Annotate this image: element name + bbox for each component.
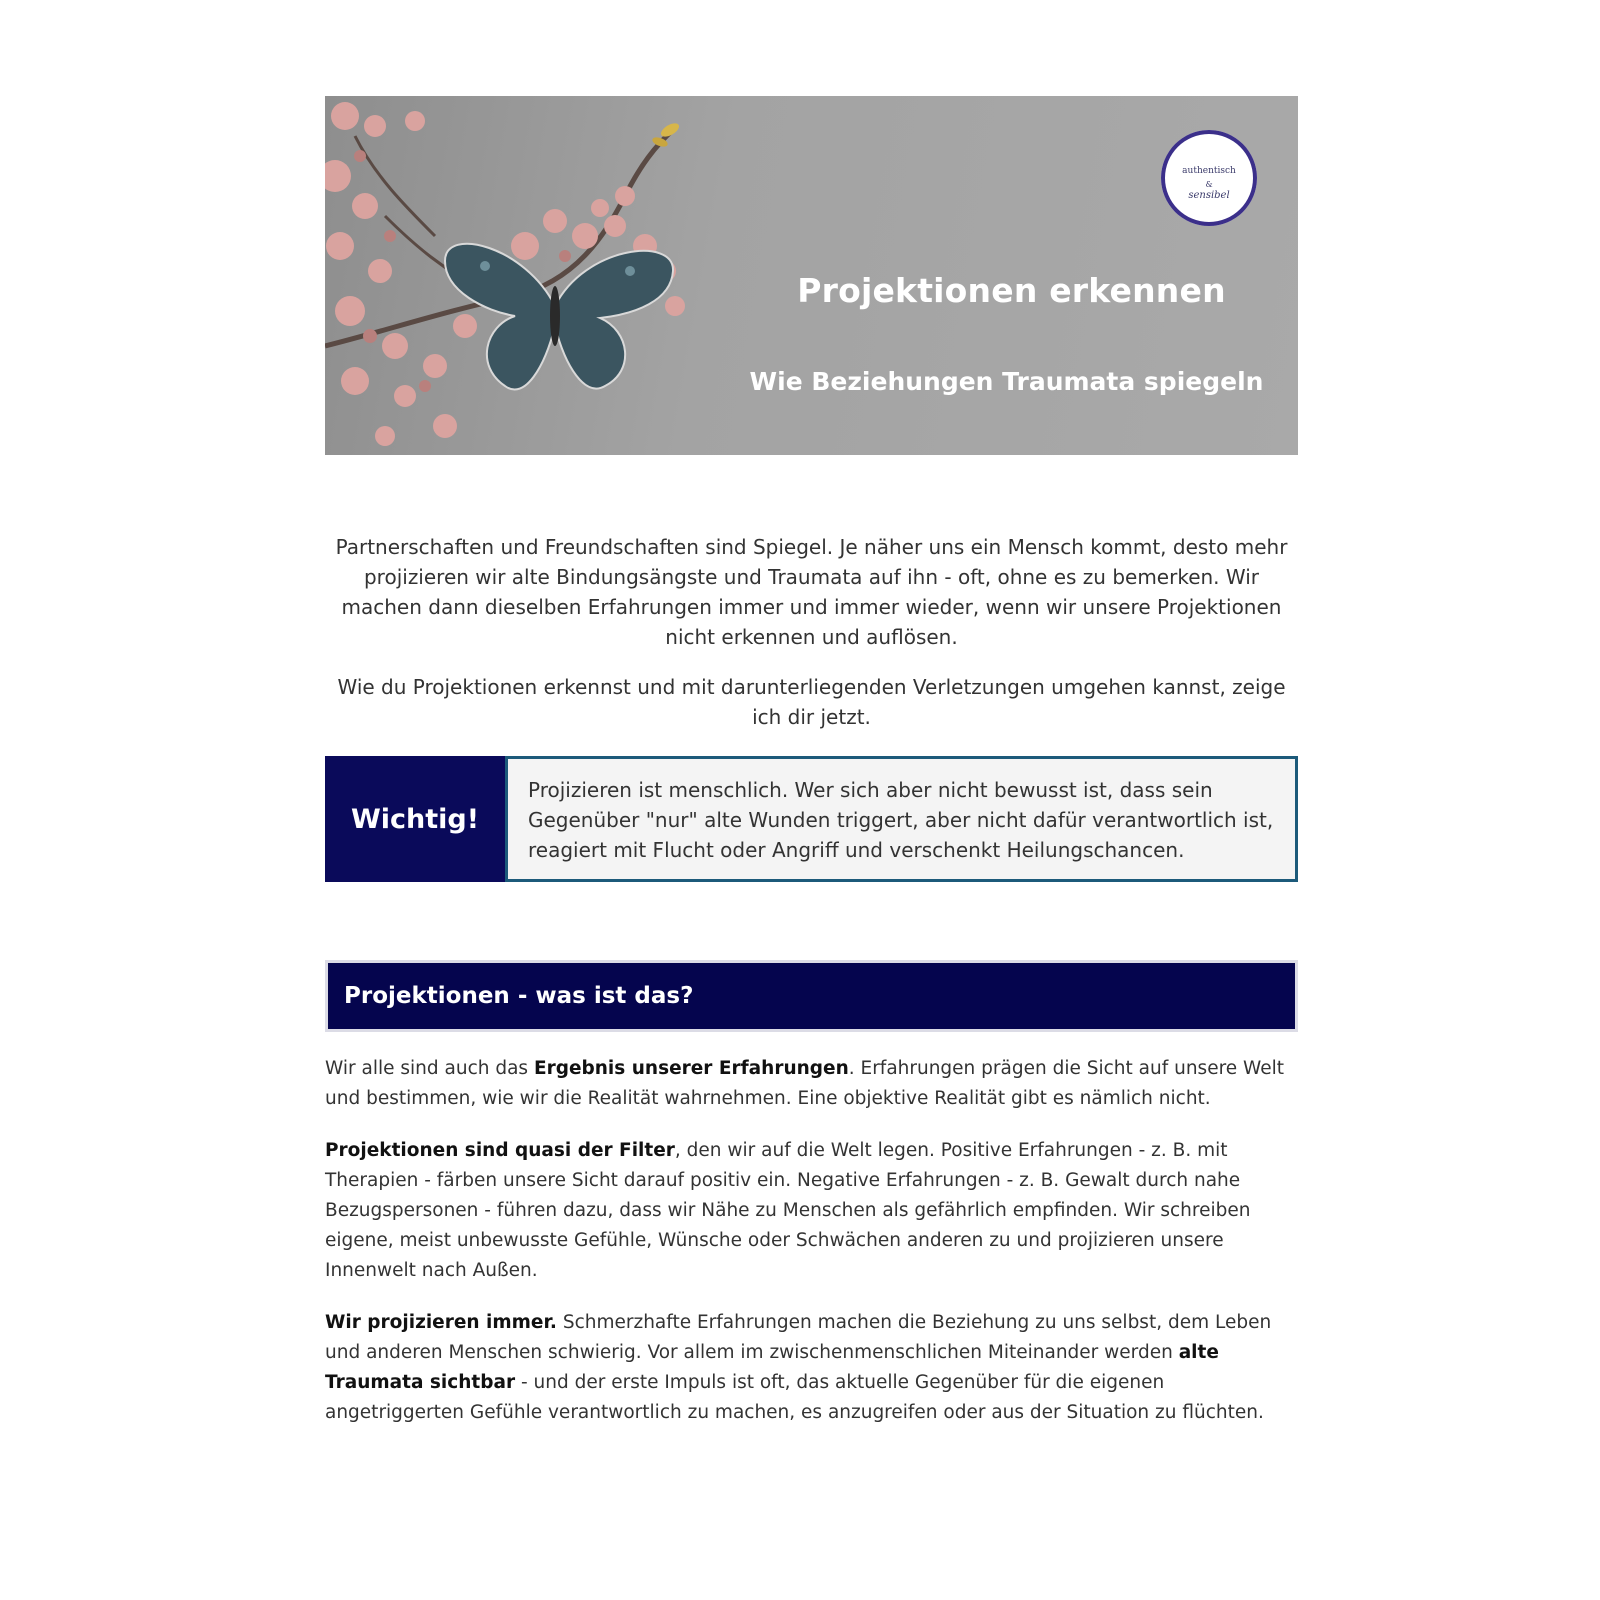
p2-text-post: , den wir auf die Welt legen. Positive Erfahrungen - z. B. mit Therapien - färben unsere Sicht darauf positiv ein. Negative Erfahrungen - z. B. Gewalt durch nahe Bezugspersonen - führen dazu, dass wir Nähe zu Menschen als gefährlich empfinden. Wir schreiben eigene, meist unbewusste Gefühle, Wünsche oder Schwächen anderen zu und projizieren unsere Innenwelt nach Außen. (325, 1140, 1251, 1281)
article (325, 96, 1298, 1450)
intro-paragraph-2: Wie du Projektionen erkennst und mit darunterliegenden Verletzungen umgehen kannst, zeige ich dir jetzt. (337, 675, 1286, 729)
section-body (325, 1054, 1298, 1428)
callout-label: Wichtig! (325, 756, 505, 882)
callout-text: Projizieren ist menschlich. Wer sich aber nicht bewusst ist, dass sein Gegenüber "nur" alte Wunden triggert, aber nicht dafür verantwortlich ist, reagiert mit Flucht oder Angriff und verschenkt Heilungschancen. (505, 756, 1298, 882)
body-paragraph-1 (325, 1054, 1298, 1114)
section-heading: Projektionen - was ist das? (325, 960, 1298, 1032)
p3-text-mid: Schmerzhafte Erfahrungen machen die Beziehung zu uns selbst, dem Leben und anderen Menschen schwierig. Vor allem im zwischenmenschlichen Miteinander werden (325, 1312, 1272, 1363)
logo-ampersand: & (1205, 180, 1213, 189)
p1-bold: Ergebnis unserer Erfahrungen (533, 1058, 849, 1079)
body-paragraph-3 (325, 1308, 1298, 1428)
p1-text-pre: Wir alle sind auch das (325, 1058, 534, 1079)
body-paragraph-2 (325, 1136, 1298, 1286)
intro-paragraph-1: Partnerschaften und Freundschaften sind Spiegel. Je näher uns ein Mensch kommt, desto mehr projizieren wir alte Bindungsängste und Traumata auf ihn - oft, ohne es zu bemerken. Wir machen dann dieselben Erfahrungen immer und immer wieder, wenn wir unsere Projektionen nicht erkennen und auflösen. (335, 535, 1288, 649)
logo-line2: sensibel (1188, 190, 1230, 201)
brand-logo (1161, 130, 1257, 226)
hero-banner (325, 96, 1298, 455)
logo-line1: authentisch (1182, 166, 1236, 176)
p2-bold: Projektionen sind quasi der Filter (325, 1140, 675, 1161)
p3-text-post: - und der erste Impuls ist oft, das aktuelle Gegenüber für die eigenen angetriggerten Gefühle verantwortlich zu machen, es anzugreifen oder aus der Situation zu flüchten. (325, 1372, 1264, 1423)
p3-bold-2: alte Traumata sichtbar (325, 1342, 1219, 1393)
important-callout (325, 756, 1298, 882)
p3-bold-1: Wir projizieren immer. (325, 1312, 557, 1333)
hero-title: Projektionen erkennen (797, 271, 1226, 310)
hero-subtitle: Wie Beziehungen Traumata spiegeln (749, 367, 1264, 396)
intro-section (325, 532, 1298, 732)
p1-text-post: . Erfahrungen prägen die Sicht auf unsere Welt und bestimmen, wie wir die Realität wahrnehmen. Eine objektive Realität gibt es nämlich nicht. (325, 1058, 1285, 1109)
